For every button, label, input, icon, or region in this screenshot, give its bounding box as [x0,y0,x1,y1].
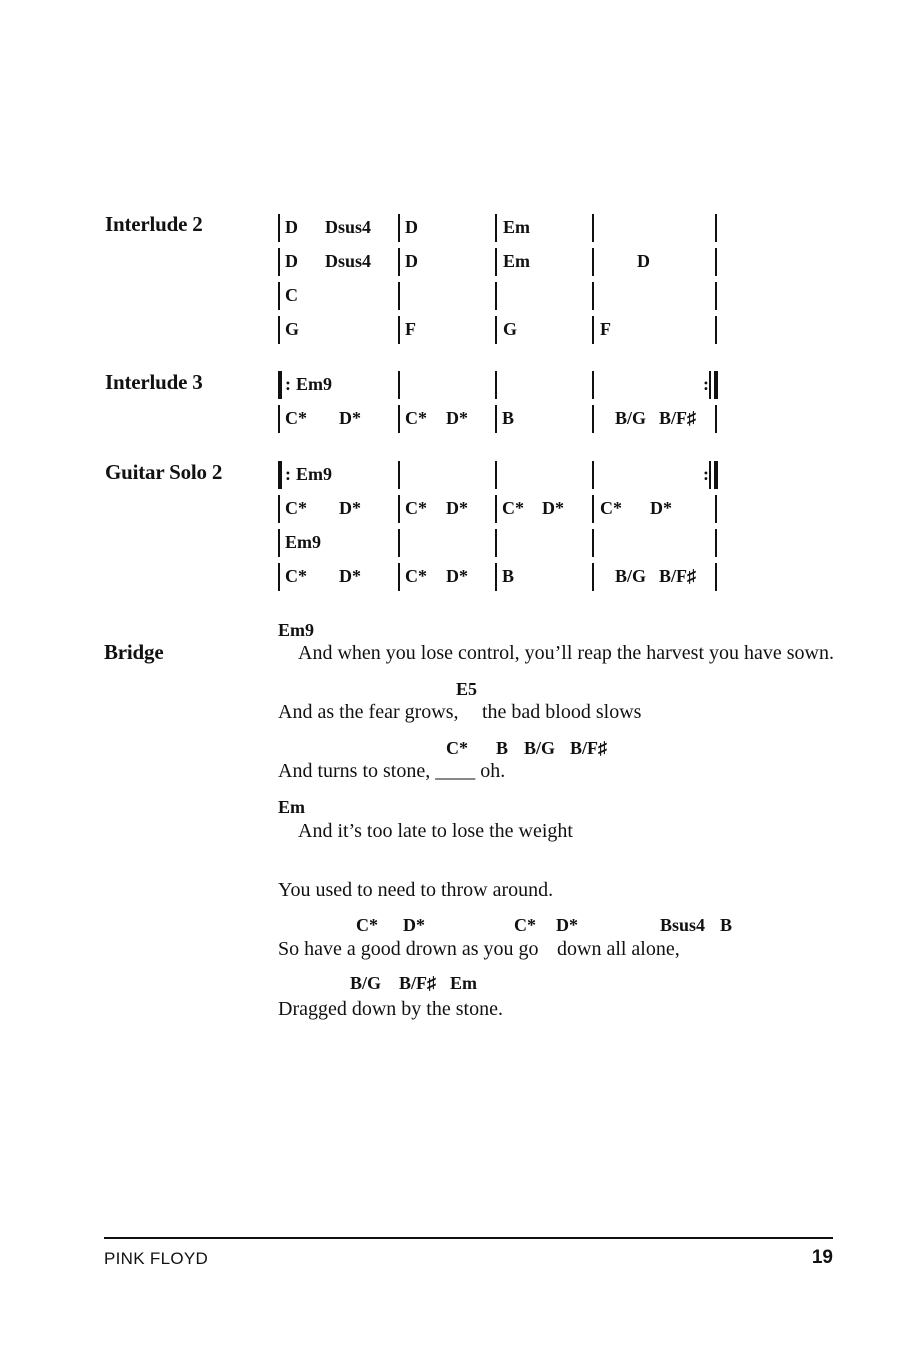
chord: C* [600,498,622,518]
barline [398,248,400,276]
chord: Em9 [296,374,332,394]
barline [592,248,594,276]
barline [495,248,497,276]
chord: B [502,566,515,586]
chord: D* [650,498,672,518]
chord: G [503,319,518,339]
lyric-chord: B/G [524,738,556,758]
chord: B/G [615,566,647,586]
chord-row [0,316,900,346]
barline [278,563,280,591]
chord-row [0,282,900,312]
barline [592,495,594,523]
chord: Em9 [285,532,321,552]
lyric-chord: D* [556,915,578,935]
chord: D [285,217,298,237]
lyric-chord: E5 [456,679,478,699]
barline [398,529,400,557]
lyric-line: And when you lose control, you’ll reap the harvest you have sown. [298,642,834,664]
chord: Em [503,217,530,237]
barline [495,461,497,489]
lyric-chord: Em9 [278,620,314,640]
barline [592,461,594,489]
barline [495,495,497,523]
barline [592,371,594,399]
chord: B [502,408,515,428]
chord-row [0,495,900,525]
section-label-guitar-solo-2: Guitar Solo 2 [105,460,223,484]
barline [278,405,280,433]
barline [398,371,400,399]
lyric-chord: B [720,915,733,935]
chord: Dsus4 [325,251,372,271]
barline [278,529,280,557]
chord-row [0,248,900,278]
chord: D* [542,498,564,518]
chord: B/G [615,408,647,428]
lyric-chord: Em [278,797,305,817]
chord: B/F♯ [659,566,697,586]
chord-row [0,371,900,401]
lyric-chord: B/G [350,973,382,993]
barline [715,282,717,310]
chord: D* [339,498,361,518]
chord: C* [405,408,427,428]
barline [495,214,497,242]
repeat-dots: : [703,374,709,394]
lyric-chord: C* [514,915,536,935]
lyric-line: And it’s too late to lose the weight [298,820,573,842]
chord: D [405,251,418,271]
barline [495,282,497,310]
chord-row [0,405,900,435]
chord: F [600,319,611,339]
chord-row [0,461,900,491]
chord: D* [339,566,361,586]
lyric-chord: C* [356,915,378,935]
barline [398,214,400,242]
chord-row [0,563,900,593]
barline [398,495,400,523]
barline [709,461,711,489]
chord-row [0,214,900,244]
barline [592,214,594,242]
lyric-line: down all alone, [557,938,680,960]
barline [495,371,497,399]
chord: D [637,251,650,271]
barline [495,529,497,557]
chord: D* [446,408,468,428]
barline [709,371,711,399]
section-label-bridge: Bridge [104,640,164,664]
lyric-chord: Bsus4 [660,915,706,935]
barline [495,316,497,344]
lyric-chord: B [496,738,509,758]
chord: Em [503,251,530,271]
barline [592,529,594,557]
repeat-end-barline [714,371,718,399]
barline [715,248,717,276]
barline [278,248,280,276]
lyric-line: the bad blood slows [482,701,642,723]
repeat-dots: : [285,464,291,484]
lyric-chord: B/F♯ [570,738,608,758]
repeat-start-barline [278,371,282,399]
barline [398,405,400,433]
lyric-chord: C* [446,738,468,758]
chord: C* [502,498,524,518]
barline [715,563,717,591]
chord: G [285,319,300,339]
barline [398,563,400,591]
chord: C* [285,498,307,518]
barline [592,563,594,591]
barline [495,405,497,433]
barline [592,282,594,310]
barline [278,316,280,344]
footer-divider [104,1237,833,1239]
barline [278,495,280,523]
barline [715,529,717,557]
repeat-end-barline [714,461,718,489]
chord: C* [405,566,427,586]
repeat-dots: : [703,464,709,484]
chord: D* [446,566,468,586]
chord: D [285,251,298,271]
repeat-dots: : [285,374,291,394]
footer-title: PINK FLOYD [104,1249,209,1268]
chord: C [285,285,298,305]
barline [398,316,400,344]
lyric-line: And as the fear grows, [278,701,459,723]
chord: D [405,217,418,237]
section-label-interlude-3: Interlude 3 [105,370,203,394]
chord: Em9 [296,464,332,484]
barline [398,461,400,489]
barline [715,405,717,433]
barline [715,316,717,344]
barline [398,282,400,310]
chord: D* [446,498,468,518]
chord: B/F♯ [659,408,697,428]
page-number: 19 [811,1247,833,1268]
barline [715,214,717,242]
barline [715,495,717,523]
lyric-line: So have a good drown as you go [278,938,539,960]
lyric-line: Dragged down by the stone. [278,998,503,1020]
chord: F [405,319,416,339]
chord: D* [339,408,361,428]
chord: C* [405,498,427,518]
chord-row [0,529,900,559]
lyric-chord: D* [403,915,425,935]
chord: Dsus4 [325,217,372,237]
barline [592,405,594,433]
barline [278,282,280,310]
chord: C* [285,408,307,428]
lyric-chord: B/F♯ [399,973,437,993]
repeat-start-barline [278,461,282,489]
barline [592,316,594,344]
lyric-chord: Em [450,973,477,993]
barline [278,214,280,242]
section-label-interlude-2: Interlude 2 [105,212,203,236]
lyric-line: And turns to stone, ____ oh. [278,760,506,782]
lyric-line: You used to need to throw around. [278,879,554,901]
barline [495,563,497,591]
chord: C* [285,566,307,586]
